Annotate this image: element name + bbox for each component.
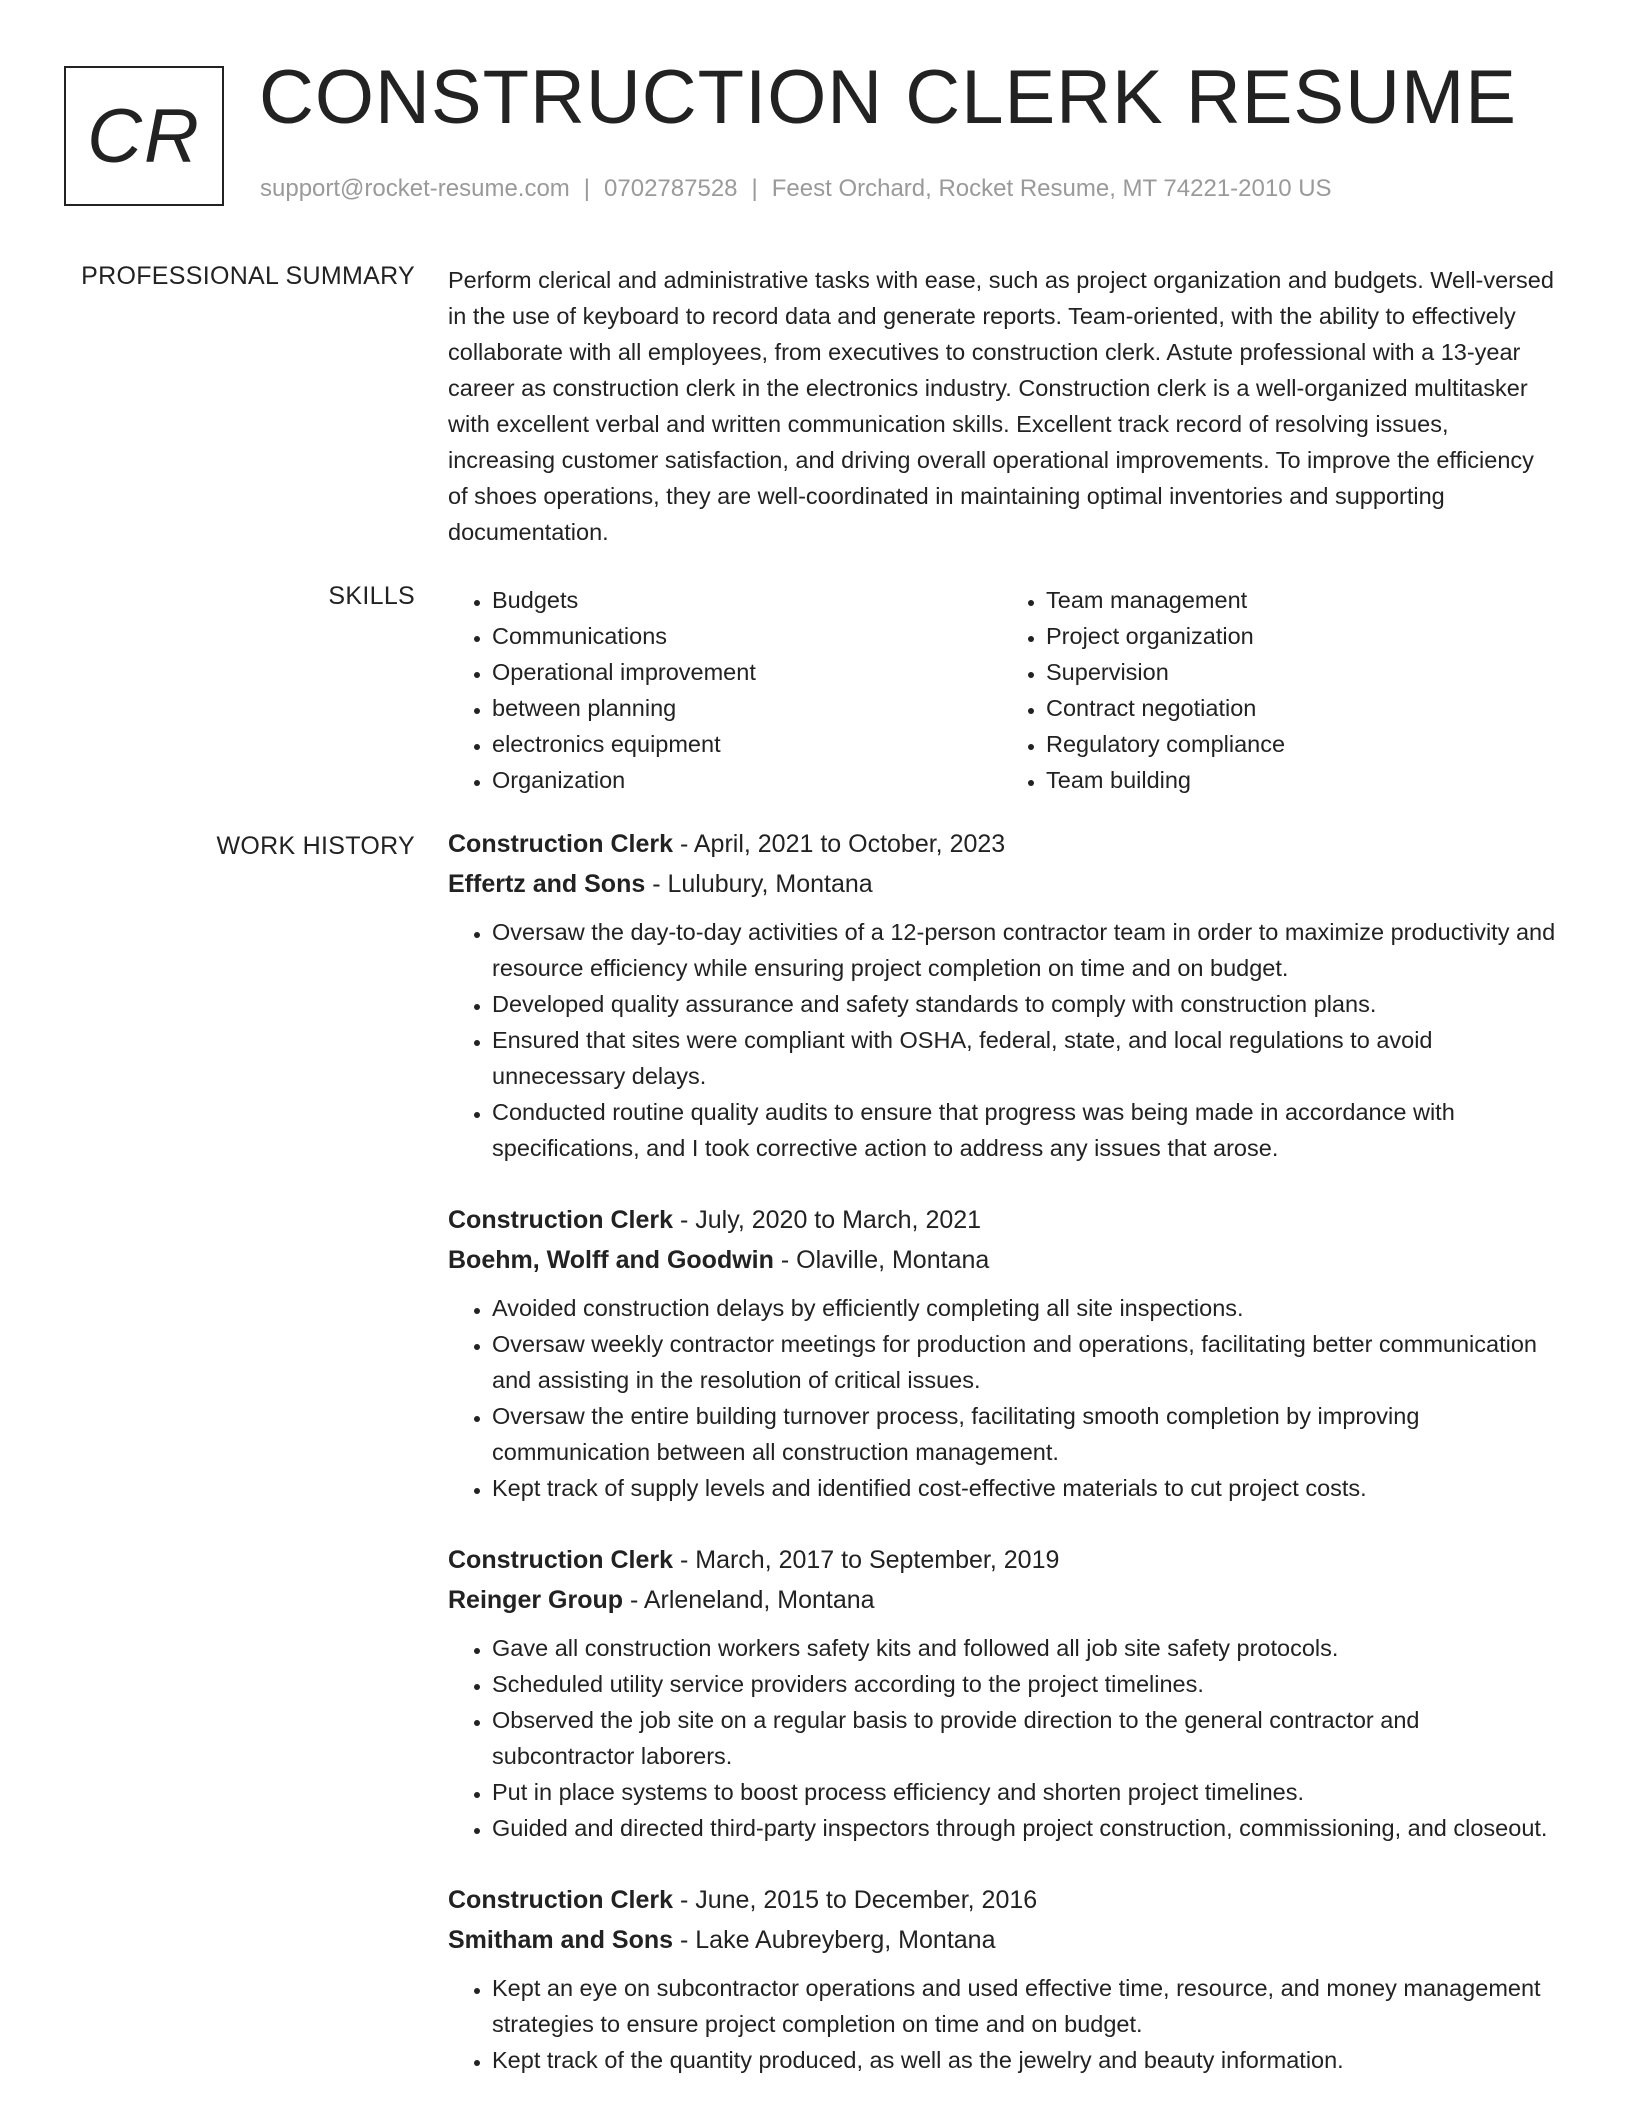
job-company-line <box>448 1240 1556 1280</box>
section-label-skills: SKILLS <box>328 582 415 610</box>
job-bullet: • Oversaw the entire building turnover process, facilitating smooth completion by improving communication between all construction management. <box>492 1398 1556 1470</box>
job-title-line <box>448 1880 1556 1920</box>
summary-text: Perform clerical and administrative tasks with ease, such as project organization and budgets. Well-versed in the use of keyboard to record data and generate reports. Team-oriented, with the ability to effectively collaborate with all employees, from executives to construction clerk. Astute professional with a 13-year career as construction clerk in the electronics industry. Construction clerk is a well-organized multitasker with excellent verbal and written communication skills. Excellent track record of resolving issues, increasing customer satisfaction, and driving overall operational improvements. To improve the efficiency of shoes operations, they are well-coordinated in maintaining optimal inventories and supporting documentation. <box>448 267 1554 545</box>
contact-separator: | <box>751 175 758 202</box>
contact-email[interactable]: support@rocket-resume.com <box>260 175 570 202</box>
skill-item: • Communications <box>492 618 1002 654</box>
job-dates: - June, 2015 to December, 2016 <box>673 1886 1038 1914</box>
skill-item: • Operational improvement <box>492 654 1002 690</box>
job-title: Construction Clerk <box>448 1206 674 1234</box>
job-bullet: • Ensured that sites were compliant with OSHA, federal, state, and local regulations to avoid unnecessary delays. <box>492 1022 1556 1094</box>
job-location: - Olaville, Montana <box>773 1246 990 1274</box>
job-bullet: • Avoided construction delays by efficiently completing all site inspections. <box>492 1290 1556 1326</box>
job-company: Boehm, Wolff and Goodwin <box>448 1246 774 1274</box>
skill-item: • between planning <box>492 690 1002 726</box>
job-dates: - March, 2017 to September, 2019 <box>673 1546 1060 1574</box>
job-bullet-list <box>448 1970 1556 2078</box>
section-label-work: WORK HISTORY <box>216 832 415 860</box>
section-label-summary: PROFESSIONAL SUMMARY <box>81 262 415 290</box>
skill-item: • Team building <box>1046 762 1556 798</box>
job-title-line <box>448 824 1556 864</box>
job-bullet: • Developed quality assurance and safety standards to comply with construction plans. <box>492 986 1556 1022</box>
contact-phone[interactable]: 0702787528 <box>604 175 738 202</box>
job-entry <box>448 1540 1556 1846</box>
job-title-line <box>448 1200 1556 1240</box>
skill-item: • electronics equipment <box>492 726 1002 762</box>
job-bullet: • Oversaw weekly contractor meetings for production and operations, facilitating better communication and assisting in the resolution of critical issues. <box>492 1326 1556 1398</box>
job-bullet-list <box>448 914 1556 1166</box>
contact-line <box>260 175 1332 203</box>
skill-item: • Contract negotiation <box>1046 690 1556 726</box>
monogram: CR <box>64 66 224 206</box>
job-company: Reinger Group <box>448 1586 624 1614</box>
job-bullet: • Observed the job site on a regular basis to provide direction to the general contractor and subcontractor laborers. <box>492 1702 1556 1774</box>
job-company-line <box>448 1580 1556 1620</box>
job-location: - Lulubury, Montana <box>645 870 873 898</box>
job-bullet-list <box>448 1290 1556 1506</box>
contact-separator: | <box>583 175 591 202</box>
job-dates: - July, 2020 to March, 2021 <box>673 1206 982 1234</box>
job-bullet: • Kept track of the quantity produced, as well as the jewelry and beauty information. <box>492 2042 1556 2078</box>
job-bullet: • Gave all construction workers safety kits and followed all job site safety protocols. <box>492 1630 1556 1666</box>
job-title: Construction Clerk <box>448 830 674 858</box>
skill-item: • Team management <box>1046 582 1556 618</box>
job-bullet-list <box>448 1630 1556 1846</box>
skill-item: • Regulatory compliance <box>1046 726 1556 762</box>
job-bullet: • Scheduled utility service providers according to the project timelines. <box>492 1666 1556 1702</box>
work-history-list <box>448 824 1556 2112</box>
job-title: Construction Clerk <box>448 1546 674 1574</box>
job-bullet: • Kept track of supply levels and identified cost-effective materials to cut project costs. <box>492 1470 1556 1506</box>
job-company-line <box>448 864 1556 904</box>
skill-item: • Project organization <box>1046 618 1556 654</box>
job-title-line <box>448 1540 1556 1580</box>
job-bullet: • Put in place systems to boost process efficiency and shorten project timelines. <box>492 1774 1556 1810</box>
skills-list-right <box>1002 582 1556 798</box>
job-entry <box>448 1200 1556 1506</box>
contact-address: Feest Orchard, Rocket Resume, MT 74221-2010 US <box>771 175 1332 202</box>
skills-list-left <box>448 582 1002 798</box>
job-entry <box>448 1880 1556 2078</box>
job-company: Effertz and Sons <box>448 870 646 898</box>
job-bullet: • Oversaw the day-to-day activities of a 12-person contractor team in order to maximize productivity and resource efficiency while ensuring project completion on time and on budget. <box>492 914 1556 986</box>
job-location: - Lake Aubreyberg, Montana <box>673 1926 996 1954</box>
job-company-line <box>448 1920 1556 1960</box>
skill-item: • Organization <box>492 762 1002 798</box>
job-bullet: • Conducted routine quality audits to ensure that progress was being made in accordance with specifications, and I took corrective action to address any issues that arose. <box>492 1094 1556 1166</box>
resume-title: CONSTRUCTION CLERK RESUME <box>259 55 1517 140</box>
job-bullet: • Kept an eye on subcontractor operations and used effective time, resource, and money management strategies to ensure project completion on time and on budget. <box>492 1970 1556 2042</box>
job-bullet: • Guided and directed third-party inspectors through project construction, commissioning, and closeout. <box>492 1810 1556 1846</box>
job-entry <box>448 824 1556 1166</box>
job-dates: - April, 2021 to October, 2023 <box>673 830 1006 858</box>
job-title: Construction Clerk <box>448 1886 674 1914</box>
skill-item: • Budgets <box>492 582 1002 618</box>
job-company: Smitham and Sons <box>448 1926 674 1954</box>
skill-item: • Supervision <box>1046 654 1556 690</box>
job-location: - Arleneland, Montana <box>623 1586 875 1614</box>
